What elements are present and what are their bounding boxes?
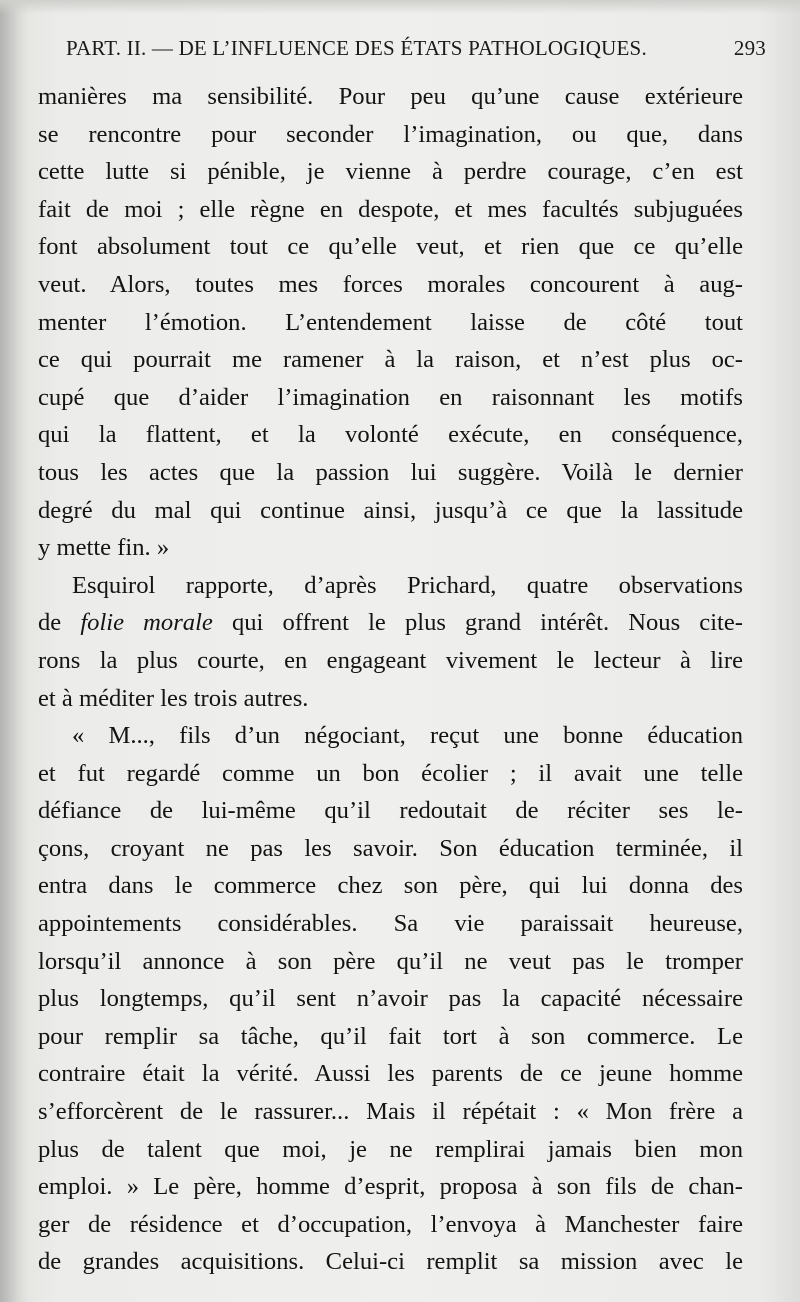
text-line: « M..., fils d’un négociant, reçut une bonne éducation [72, 722, 743, 750]
text-line: cette lutte si pénible, je vienne à perdre courage, c’en est [38, 158, 743, 186]
text-line: plus longtemps, qu’il sent n’avoir pas la capacité nécessaire [38, 985, 743, 1013]
text-line: plus de talent que moi, je ne remplirai jamais bien mon [38, 1135, 743, 1163]
text-line: contraire était la vérité. Aussi les parents de ce jeune homme [38, 1060, 743, 1088]
text-line: lorsqu’il annonce à son père qu’il ne veut pas le tromper [38, 947, 743, 975]
text-line: ger de résidence et d’occupation, l’envoya à Manchester faire [38, 1210, 743, 1238]
text-line: qui la flattent, et la volonté exécute, en conséquence, [38, 421, 743, 449]
text-line: ce qui pourrait me ramener à la raison, et n’est plus oc- [38, 346, 743, 374]
text-line: se rencontre pour seconder l’imagination, ou que, dans [38, 120, 743, 148]
text-line: appointements considérables. Sa vie paraissait heureuse, [38, 910, 743, 938]
italic-suffix [213, 609, 232, 636]
text-line: fait de moi ; elle règne en despote, et mes facultés subjuguées [38, 195, 743, 223]
text-line: pour remplir sa tâche, qu’il fait tort à son commerce. Le [38, 1022, 743, 1050]
body-text [38, 78, 743, 1281]
italic-prefix: de [38, 609, 81, 637]
italic-term: folie morale [80, 609, 213, 637]
spine-shadow [0, 0, 28, 1302]
text-line: menter l’émotion. L’entendement laisse de côté tout [38, 308, 743, 336]
text-line: défiance de lui-même qu’il redoutait de réciter ses le- [38, 797, 743, 825]
text-line: tous les actes que la passion lui suggère. Voilà le dernier [38, 458, 743, 486]
text-line: de grandes acquisitions. Celui-ci remplit sa mission avec le [38, 1248, 743, 1276]
text-line: entra dans le commerce chez son père, qui lui donna des [38, 872, 743, 900]
running-head [66, 36, 766, 68]
text-line: çons, croyant ne pas les savoir. Son éducation terminée, il [38, 834, 743, 862]
italic-line-rest: qui offrent le plus grand intérêt. Nous cite- [231, 609, 743, 637]
text-line: cupé que d’aider l’imagination en raisonnant les motifs [38, 383, 743, 411]
text-line: y mette fin. » [38, 534, 170, 562]
text-line: degré du mal qui continue ainsi, jusqu’à ce que la lassitude [38, 496, 743, 524]
text-line: Esquirol rapporte, d’après Prichard, quatre observations [72, 571, 743, 599]
text-line: et fut regardé comme un bon écolier ; il avait une telle [38, 759, 743, 787]
text-line: veut. Alors, toutes mes forces morales concourent à aug- [38, 270, 743, 298]
text-line: rons la plus courte, en engageant vivement le lecteur à lire [38, 646, 743, 674]
text-line: s’efforcèrent de le rassurer... Mais il répétait : « Mon frère a [38, 1098, 743, 1126]
text-line-with-italic [38, 604, 743, 642]
running-title: PART. II. — DE L’INFLUENCE DES ÉTATS PATHOLOGIQUES. [66, 36, 647, 60]
text-line: et à méditer les trois autres. [38, 684, 309, 712]
text-line: font absolument tout ce qu’elle veut, et rien que ce qu’elle [38, 233, 743, 261]
page-number: 293 [733, 36, 766, 60]
text-line: emploi. » Le père, homme d’esprit, proposa à son fils de chan- [38, 1173, 743, 1201]
page-top-edge [0, 0, 800, 14]
text-line: manières ma sensibilité. Pour peu qu’une cause extérieure [38, 83, 743, 110]
